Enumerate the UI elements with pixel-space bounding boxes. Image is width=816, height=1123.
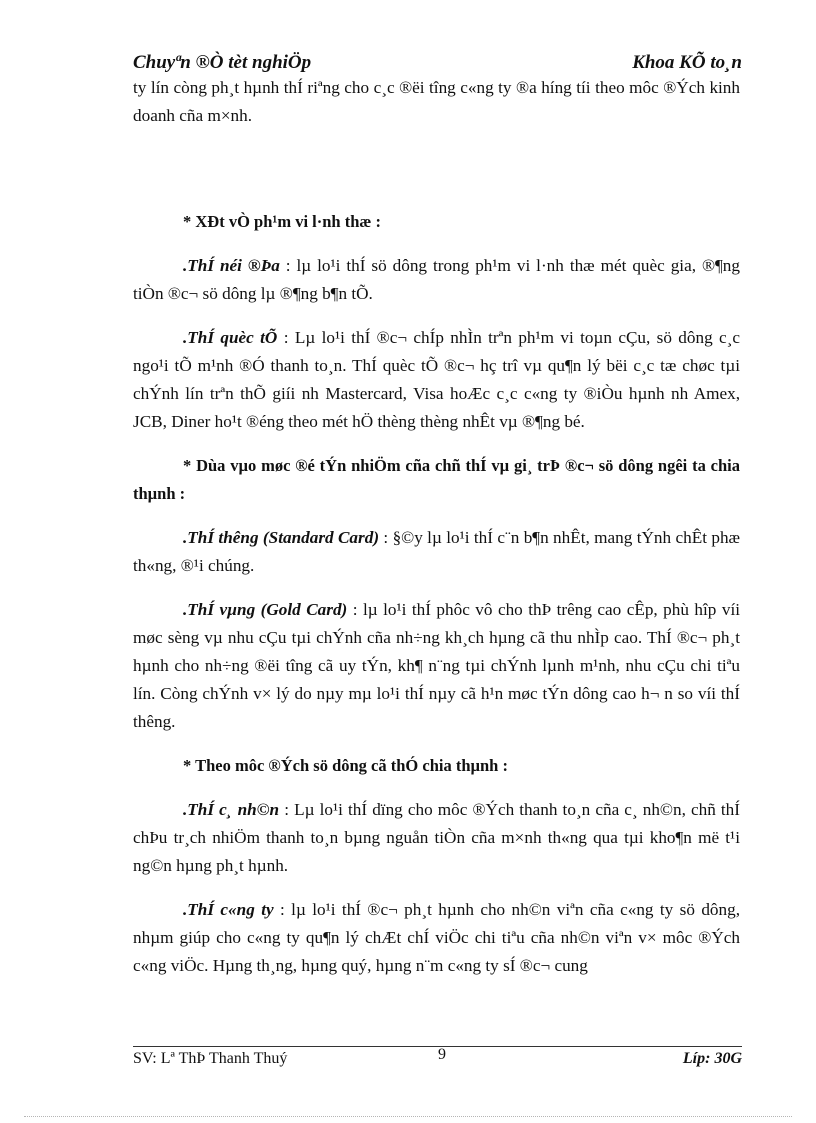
footer-student: SV: Lª ThÞ Thanh Thuý <box>133 1050 288 1067</box>
body-text <box>133 74 740 980</box>
running-footer <box>133 1046 742 1076</box>
footer-class: Líp: 30G <box>682 1050 742 1067</box>
term-english: (Standard Card) <box>258 528 380 547</box>
definition: : Lµ lo¹i thÍ dïng cho môc ®Ých thanh to¸n cña c¸ nh©n, chñ thÍ chÞu tr¸ch nhiÖm thanh to¸n bµng nguån tiÒn cña m×nh th«ng qua tµi kho¶n më t¹i ng©n hµng ph¸t hµnh. <box>133 800 740 875</box>
header-department: Khoa KÕ to¸n <box>632 52 742 73</box>
term: .ThÍ c¸ nh©n <box>183 800 280 819</box>
term: .ThÍ néi ®Þa <box>183 256 280 275</box>
term: .ThÍ thêng <box>183 528 259 547</box>
section-heading: * XÐt vÒ ph¹m vi l·nh thæ : <box>183 212 381 231</box>
definition: : §©y lµ lo¹i thÍ c¨n b¶n nhÊt, mang tÝnh chÊt phæ th«ng, ®¹i chúng. <box>133 528 740 575</box>
paragraph <box>133 896 740 980</box>
section-heading: * Dùa vµo møc ®é tÝn nhiÖm cña chñ thÍ vµ gi¸ trÞ ®c¬ sö dông ngêi ta chia thµnh : <box>133 456 740 503</box>
definition: : lµ lo¹i thÍ ®c¬ ph¸t hµnh cho nh©n viªn cña c«ng ty sö dông, nhµm giúp cho c«ng ty qu¶n lý chÆt chÍ viÖc chi tiªu cña nh©n viªn v× môc ®Ých c«ng viÖc. Hµng th¸ng, hµng quý, hµng n¨m c«ng ty sÍ ®c¬ cung <box>133 900 740 975</box>
definition: : Lµ lo¹i thÍ ®c¬ chÍp nhÌn trªn ph¹m vi toµn cÇu, sö dông c¸c ngo¹i tÕ m¹nh ®Ó thanh to¸n. ThÍ quèc tÕ ®c¬ hç trî vµ qu¶n lý bëi c¸c tæ chøc tµi chÝnh lín trªn thÕ giíi nh Mastercard, Visa hoÆc c¸c c«ng ty ®iÒu hµnh nh Amex, JCB, Diner ho¹t ®éng theo mét hÖ thèng thèng nhÊt vµ ®¶ng bé. <box>133 328 740 431</box>
paragraph <box>133 324 740 436</box>
definition: : lµ lo¹i thÍ sö dông trong ph¹m vi l·nh thæ mét quèc gia, ®¶ng tiÒn ®c¬ sö dông lµ ®¶ng b¶n tÕ. <box>133 256 740 303</box>
header-title: Chuyªn ®Ò tèt nghiÖp <box>133 52 312 73</box>
paragraph: ty lín còng ph¸t hµnh thÍ riªng cho c¸c ®ëi tîng c«ng ty ®a híng tíi theo môc ®Ých kinh doanh cña m×nh. <box>133 78 740 125</box>
term: .ThÍ c«ng ty <box>183 900 274 919</box>
term: .ThÍ vµng (Gold Card) <box>183 600 348 619</box>
paragraph <box>133 796 740 880</box>
definition: : lµ lo¹i thÍ phôc vô cho thÞ trêng cao cÊp, phù hîp víi møc sèng vµ nhu cÇu tµi chÝnh cña nh÷ng kh¸ch hµng cã thu nhÌp cao. ThÍ ®c¬ ph¸t hµnh cho nh÷ng ®ëi tîng cã uy tÝn, kh¶ n¨ng tµi chÝnh lµnh m¹nh, nhu cÇu chi tiªu lín. Còng chÝnh v× lý do nµy mµ lo¹i thÍ nµy cã h¹n møc tÝn dông cao h¬ n so víi thÍ thêng. <box>133 600 740 731</box>
paragraph <box>133 596 740 736</box>
term: .ThÍ quèc tÕ <box>183 328 278 347</box>
section-heading: * Theo môc ®Ých sö dông cã thÓ chia thµnh : <box>183 756 508 775</box>
page-bottom-border <box>24 1116 792 1117</box>
paragraph <box>133 252 740 308</box>
paragraph <box>133 524 740 580</box>
page-number: 9 <box>438 1046 446 1063</box>
